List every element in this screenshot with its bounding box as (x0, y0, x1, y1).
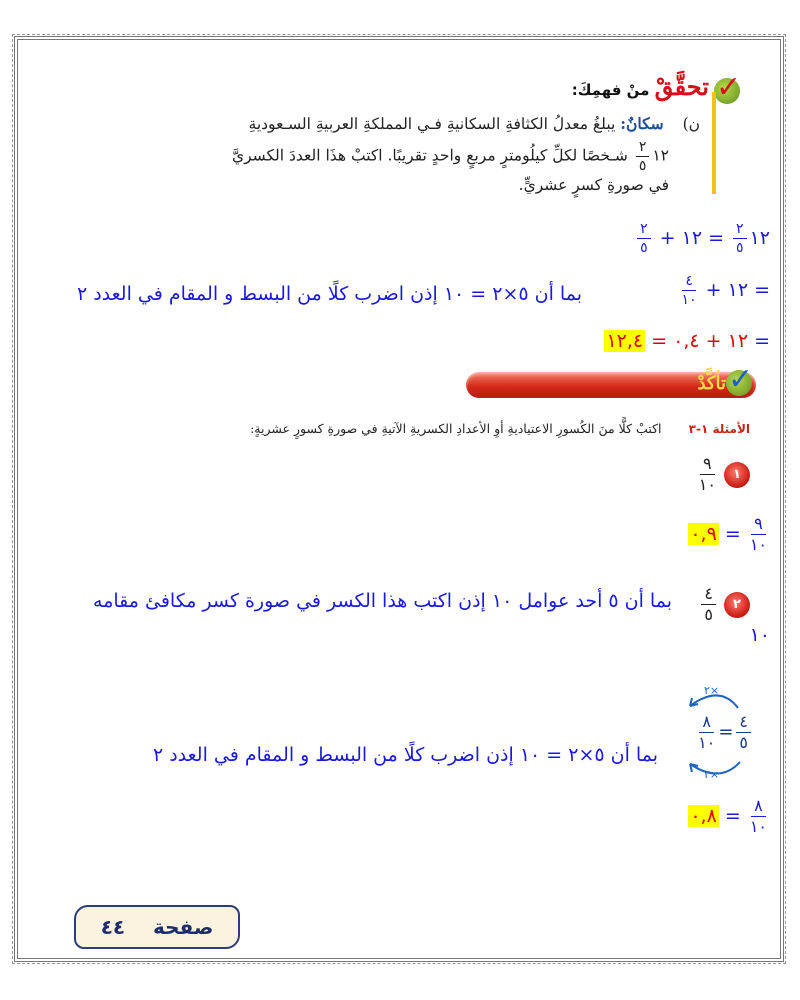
page-number-box (74, 905, 240, 949)
page-number: ٤٤ (100, 915, 126, 939)
exercise-number-badge: ٢ (724, 592, 750, 618)
top-arrow-label: ×٢ (704, 684, 720, 697)
equivalent-fractions: $\frac{٤}{٥}$ = $\frac{٨}{١٠}$ (695, 714, 754, 751)
mixed-number-whole: ١٢ (652, 146, 669, 165)
solution-note-1: بما أن ٥×٢ = ١٠ إذن اضرب كلًا من البسط و المقام في العدد ٢ (76, 283, 582, 305)
problem-line-3 (519, 170, 669, 201)
mixed-number-fraction: $\frac{٢}{٥}$ (636, 140, 650, 173)
solution-equation-3: = ١٢ + ٠,٤ = ١٢,٤ (606, 330, 770, 352)
examples-line (250, 418, 750, 437)
bottom-arrow-label: ×٢ (704, 768, 720, 781)
exercise-2-answer: $\frac{٨}{١٠}$ = ٠,٨ (690, 796, 767, 836)
exercise-1 (696, 456, 750, 493)
highlighted-answer: ١٢,٤ (606, 330, 644, 352)
exercise-fraction: $\frac{٤}{٥}$ (701, 586, 716, 623)
margin-bar (712, 92, 716, 194)
banner-label: تأكَّدْ (697, 373, 726, 394)
exercise-2-note-cont: ١٠ (749, 624, 770, 646)
banner-check (726, 370, 752, 396)
page-label: صفحة (153, 915, 214, 939)
problem-text-2: شـخصًا لكلِّ كيلُومترٍ مربعٍ واحدٍ تقريبًا. اكتبْ هذَا العددَ الكسريَّ (231, 146, 628, 165)
confirm-banner (466, 372, 756, 398)
solution-equation-1: ١٢ $\frac{٢}{٥}$ = ١٢ + $\frac{٢}{٥}$ (634, 222, 770, 255)
exercise-fraction: $\frac{٩}{١٠}$ (698, 454, 716, 494)
examples-label: الأمثلة ١-٣ (688, 422, 750, 436)
item-letter: ن) (682, 115, 700, 133)
problem-line-1 (249, 108, 700, 140)
solution-equation-2: = ١٢ + $\frac{٤}{١٠}$ (681, 273, 770, 308)
exercise-1-answer: $\frac{٩}{١٠}$ = ٠,٩ (690, 514, 767, 554)
problem-text-3: في صورةِ كسرٍ عشريٍّ. (518, 176, 669, 194)
exercise-2-note: بما أن ٥ أحد عوامل ١٠ إذن اكتب هذا الكسر في صورة كسر مكافئ مقامه (93, 590, 672, 612)
equivalent-fraction-diagram (660, 684, 760, 784)
checkmark-icon (714, 78, 740, 104)
heading-title: تحقَّقْ (654, 72, 709, 101)
highlighted-answer: ٠,٩ (690, 523, 717, 545)
heading-subtitle: منْ فهمِكَ: (571, 81, 650, 99)
exercise-number-badge: ١ (724, 462, 750, 488)
exercise-2 (698, 586, 750, 623)
problem-text-1: يبلغُ معدلُ الكثافةِ السكانيةِ فـي المملكةِ العربيةِ السـعوديةِ (248, 115, 616, 133)
instructions: اكتبْ كلًّا منَ الكُسورِ الاعتياديةِ أوِ الأعدادِ الكسريةِ الآتيةِ في صورةِ كسورٍ عشريةٍ: (250, 421, 662, 436)
problem-line-2 (232, 140, 669, 173)
checkmark-icon (726, 370, 752, 396)
highlighted-answer: ٠,٨ (690, 805, 717, 827)
problem-keyword: سكانٌ: (620, 114, 664, 133)
exercise-2-equiv-note: بما أن ٥×٢ = ١٠ إذن اضرب كلًا من البسط و المقام في العدد ٢ (152, 744, 658, 766)
